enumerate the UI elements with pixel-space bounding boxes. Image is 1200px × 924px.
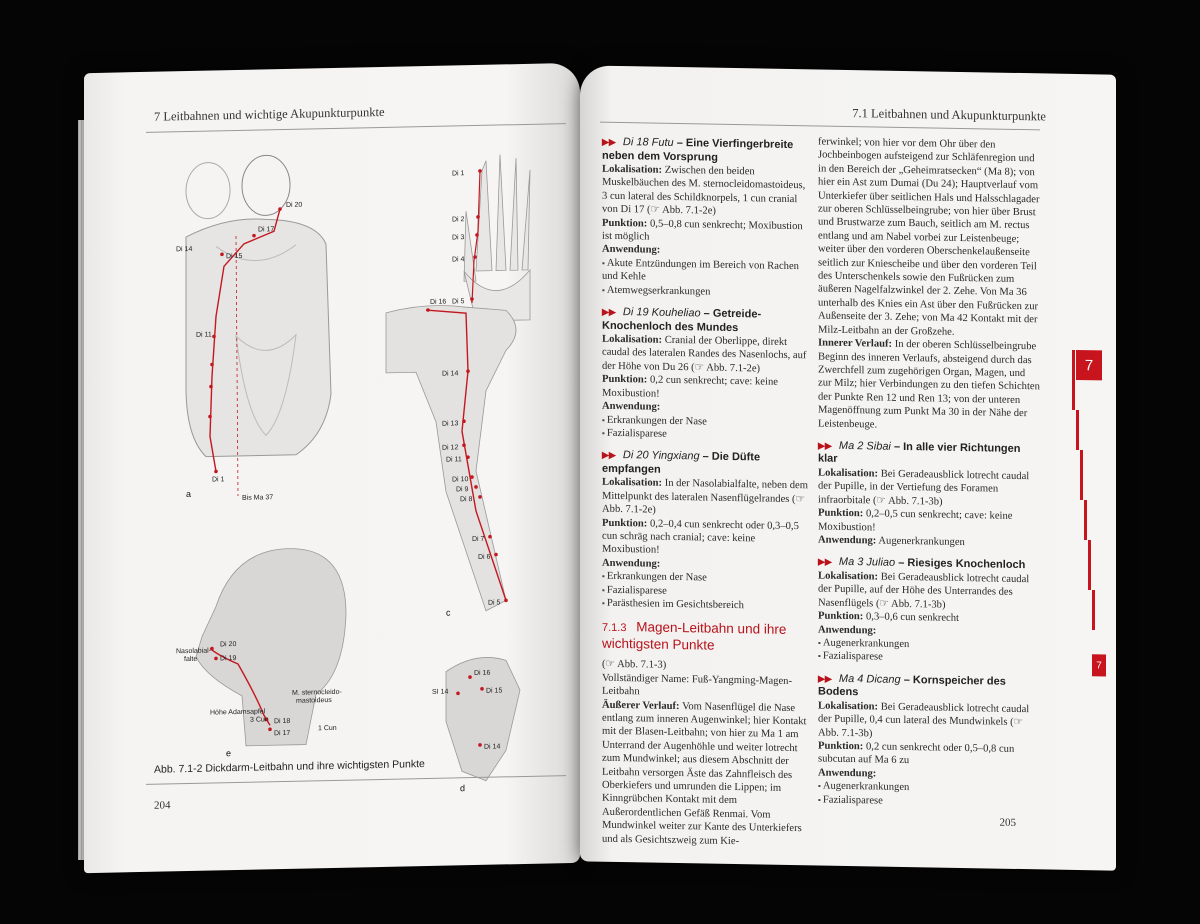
field-text: 0,5–0,8 cun senkrecht; Moxibustion ist möglich [602,218,803,243]
entry-title-di18 [602,136,808,167]
label-di14-d: Di 14 [484,743,501,751]
section-number: 7.1.3 [602,622,627,635]
field-label: Lokalisation: [818,700,879,713]
point-meaning: – Getreide-Knochenloch des Mundes [602,307,762,334]
label-nasolabial: Nasolabial- [176,647,212,656]
label-3cun: 3 Cun [250,716,269,724]
field-label: Lokalisation: [602,163,663,176]
field-label: Punktion: [818,610,864,623]
right-column-1 [602,136,808,850]
right-running-header: 7.1 Leitbahnen und Akupunkturpunkte [852,106,1046,124]
entry-title-ma4 [818,672,1040,703]
field-label: Innerer Verlauf: [818,337,893,350]
label-adamsapfel: Höhe Adamsapfel [210,708,266,717]
entry-title-ma2 [818,439,1040,470]
field-text: 0,2–0,4 cun senkrecht oder 0,3–0,5 cun schräg nach cranial; cave: keine Moxibustion! [602,518,799,557]
field-label: Punktion: [602,373,648,386]
field-label: Anwendung: [602,400,661,413]
entry-di18 [602,136,808,301]
point-arrow-icon: ▶▶ [602,136,616,147]
caption-label: Abb. 7.1-2 [154,762,203,776]
section-title: Magen-Leitbahn und ihre wichtigsten Punkte [602,619,787,654]
label-di5-c: Di 5 [488,599,501,607]
field-label: Lokalisation: [602,477,663,490]
field-label: Punktion: [818,507,864,520]
point-meaning: – In alle vier Richtungen klar [818,440,1021,466]
field-label: Punktion: [602,517,648,530]
list-item: ▪ Erkrankungen der Nase [602,413,808,430]
point-arrow-icon: ▶▶ [602,306,616,318]
label-di1-b: Di 1 [452,170,465,178]
label-di2-b: Di 2 [452,216,465,224]
label-di13-c: Di 13 [442,420,459,428]
label-di17-a: Di 17 [258,226,275,234]
label-di19-e: Di 19 [220,655,237,663]
point-name: Ma 3 Juliao [838,556,896,570]
label-di6-c: Di 6 [478,553,491,561]
label-di3-b: Di 3 [452,234,465,242]
point-meaning: – Eine Vierfingerbreite neben dem Vorsprung [602,137,794,164]
chapter-tab: 7 [1076,350,1102,380]
label-di11-a: Di 11 [196,331,212,339]
magen-ref: (☞ Abb. 7.1-3) [602,659,667,672]
page-edge-thumb-marks [1068,330,1098,690]
left-page [84,63,580,873]
list-item: ▪ Akute Entzündungen im Bereich von Rachen und Kehle [602,257,808,287]
field-text: In der oberen Schlüsselbeingrube Beginn des inneren Verlaufs, absteigend durch das Zwerchfell zum zugehörigen Organ, Magen, und zur Milz; hier Verbindungen zu den tiefen Schichten der Punkte Ren 12 und Ren 13; von der unteren Magenöffnung zum Punkt Ma 30 in der Nähe der Leistenbeuge. [818,338,1040,431]
field-text: Zwischen den beiden Muskelbäuchen des M. sternocleidomastoideus, 3 cun lateral des Schildknorpels, 1 cun cranial von Di 17 (☞ Abb. 7.1-2e) [602,164,806,217]
field-text: Bei Geradeausblick lotrecht caudal der Pupille, 0,4 cun lateral des Mundwinkels (☞ Abb. 7.1-3b) [818,701,1030,739]
point-arrow-icon: ▶▶ [818,556,832,568]
point-arrow-icon: ▶▶ [818,440,832,451]
entry-di19 [602,306,808,444]
point-meaning: – Riesiges Knochenloch [898,557,1026,572]
label-di7-c: Di 7 [472,535,485,544]
point-meaning: – Kornspeicher des Bodens [818,673,1006,699]
list-item: ▪ Fazialisparese [602,583,808,600]
right-page [580,65,1116,870]
indication-list [602,570,808,614]
label-di9-c: Di 9 [456,486,469,494]
field-text: 0,2–0,5 cun senkrecht; cave: keine Moxibustion! [818,508,1013,534]
indication-list [602,257,808,301]
field-text: Vom Nasenflügel die Nase entlang zum inneren Augenwinkel; hier Kontakt mit der Blasen-Leitbahn; von hier zu Ma 1 am Unterrand der Augenhöhle und weiter lotrecht zum Mundwinkel; aus diesem Abschnitt der Leitbahn versorgen Äste das Zahnfleisch des Oberkiefers und umrunden die Lippen; im Kinngrübchen Kontakt mit dem Außerordentlichen Gefäß Renmai. Vom Mundwinkel weiter zur Kante des Unterkiefers und als Gesichtszweig zum Kie- [602,700,807,847]
field-text: 0,3–0,6 cun senkrecht [866,611,959,625]
right-column-2 [818,135,1040,819]
entry-di20 [602,449,808,614]
letter-a: a [186,488,192,500]
section-heading-magen [602,619,808,656]
list-item: ▪ Atemwegserkrankungen [602,283,808,300]
entry-title-di20 [602,449,808,480]
field-label: Äußerer Verlauf: [602,699,680,712]
point-name: Di 19 Kouheliao [622,306,701,320]
left-page-number: 204 [154,799,171,812]
label-di16-c: Di 16 [430,298,447,306]
field-label: Punktion: [818,740,864,753]
field-label: Lokalisation: [818,467,879,480]
field-label: Lokalisation: [602,333,663,346]
label-di11-c: Di 11 [446,456,462,464]
field-label: Anwendung: [818,623,877,636]
field-label: Anwendung: [818,767,877,780]
label-si14-d: SI 14 [432,688,449,696]
letter-c: c [446,607,451,618]
left-running-header: 7 Leitbahnen und wichtige Akupunkturpunkte [154,104,385,124]
list-item: ▪ Erkrankungen der Nase [602,570,808,587]
field-text: 0,2 cun senkrecht oder 0,5–0,8 cun subcutan auf Ma 6 zu [818,741,1015,767]
field-label: Anwendung: [602,244,661,257]
list-item: ▪ Fazialisparese [818,793,1040,810]
point-name: Ma 4 Dicang [838,672,901,686]
label-bis-ma37: Bis Ma 37 [242,494,274,502]
indication-list [818,780,1040,811]
label-di17-e: Di 17 [274,729,291,738]
label-di5-b: Di 5 [452,298,465,306]
point-name: Di 18 Futu [622,136,674,149]
list-item: ▪ Fazialisparese [602,427,808,444]
caption-text: Dickdarm-Leitbahn und ihre wichtigsten Punkte [205,758,425,775]
label-di20-a: Di 20 [286,201,303,209]
list-item: ▪ Parästhesien im Gesichtsbereich [602,597,808,614]
label-di18-e: Di 18 [274,717,291,726]
field-label: Anwendung: [818,534,877,547]
field-text: In der Nasolabialfalte, neben dem Mittelpunkt des lateralen Nasenflügelrandes (☞ Abb. 7.1-2e) [602,478,808,516]
label-di15-d: Di 15 [486,687,503,695]
label-di16-d: Di 16 [474,669,491,678]
point-name: Ma 2 Sibai [838,439,891,453]
figure-a-torso [176,154,331,503]
magen-continued [818,135,1040,434]
field-label: Lokalisation: [818,570,879,583]
figure-c-arm [386,297,516,619]
point-meaning: – Die Düfte empfangen [602,450,761,476]
right-page-number: 205 [999,816,1016,829]
letter-d: d [459,783,466,794]
list-item: ▪ Augenerkrankungen [818,636,1040,653]
magen-full-name: Vollständiger Name: Fuß-Yangming-Magen-Leitbahn [602,672,792,698]
label-di12-c: Di 12 [442,444,459,452]
indication-list [818,636,1040,667]
field-text: ferwinkel; von hier vor dem Ohr über den Jochbeinbogen aufsteigend zur Schläfenregion und in den Bereich der „Geheimratsecken“ (Ma 8); von hier ein Ast zum Dumai (Du 24); Hauptverlauf vom Unterkiefer über seitlichen Hals und Halsschlagader zur oberen Schlüsselbeingrube; von hier über Brust und Brustwarze zum Bauch, seitlich am M. rectus entlang und am Nabel vorbei zur Leistenbeuge; weiter über den vorderen Oberschenkelaußenseite seitlich zur Kniescheibe und über den vorderen Teil des Unterschenkels sowie den Fußrücken zum äußeren Nagelfalzwinkel der 2. Zehe. Von Ma 36 unterhalb des Knies ein Ast über den Fußrücken zur Außenseite der 3. Zehe; von Ma 42 Kontakt mit der Milz-Leitbahn an der Großzehe. [818,136,1040,338]
field-text: Augenerkrankungen [878,535,965,549]
meridian-figure [146,129,566,794]
label-1cun: 1 Cun [318,724,337,733]
label-di4-b: Di 4 [452,256,465,264]
indication-list [602,413,808,443]
entry-title-di19 [602,306,808,337]
figure-d-shoulder [432,657,520,794]
label-scm: M. sternocleido- [292,688,342,697]
field-text: 0,2 cun senkrecht; cave: keine Moxibustion! [602,374,778,400]
field-label: Punktion: [602,217,648,230]
label-di14-a: Di 14 [176,245,193,254]
label-di20-e: Di 20 [220,641,237,649]
label-di8-c: Di 8 [459,496,473,504]
label-di10-c: Di 10 [452,476,469,484]
label-di14-c: Di 14 [442,370,459,378]
entry-ma2 [818,439,1040,550]
point-arrow-icon: ▶▶ [818,673,832,684]
label-di1-a: Di 1 [212,476,225,484]
entry-ma3 [818,556,1040,667]
list-item: ▪ Augenerkrankungen [818,780,1040,797]
label-falte: falte [184,655,198,664]
list-item: ▪ Fazialisparese [818,650,1040,667]
letter-e: e [226,748,232,759]
chapter-tab-small: 7 [1092,654,1106,676]
label-di15-a: Di 15 [226,252,243,261]
field-text: Bei Geradeausblick lotrecht caudal der Pupille, in der Vertiefung des Foramen infraorbitale (☞ Abb. 7.1-3b) [818,468,1030,508]
entry-ma4 [818,672,1040,810]
label-scm-2: mastoideus [296,697,332,705]
field-text: Cranial der Oberlippe, direkt caudal des lateralen Randes des Nasenlochs, auf der Höhe von Du 26 (☞ Abb. 7.1-2e) [602,334,807,375]
point-arrow-icon: ▶▶ [602,450,616,461]
figure-e-head [176,547,346,759]
point-name: Di 20 Yingxiang [622,449,700,463]
field-text: Bei Geradeausblick lotrecht caudal der Pupille, auf der Höhe des Unterrandes des Nasenflügels (☞ Abb. 7.1-3b) [818,571,1030,611]
field-label: Anwendung: [602,557,661,570]
